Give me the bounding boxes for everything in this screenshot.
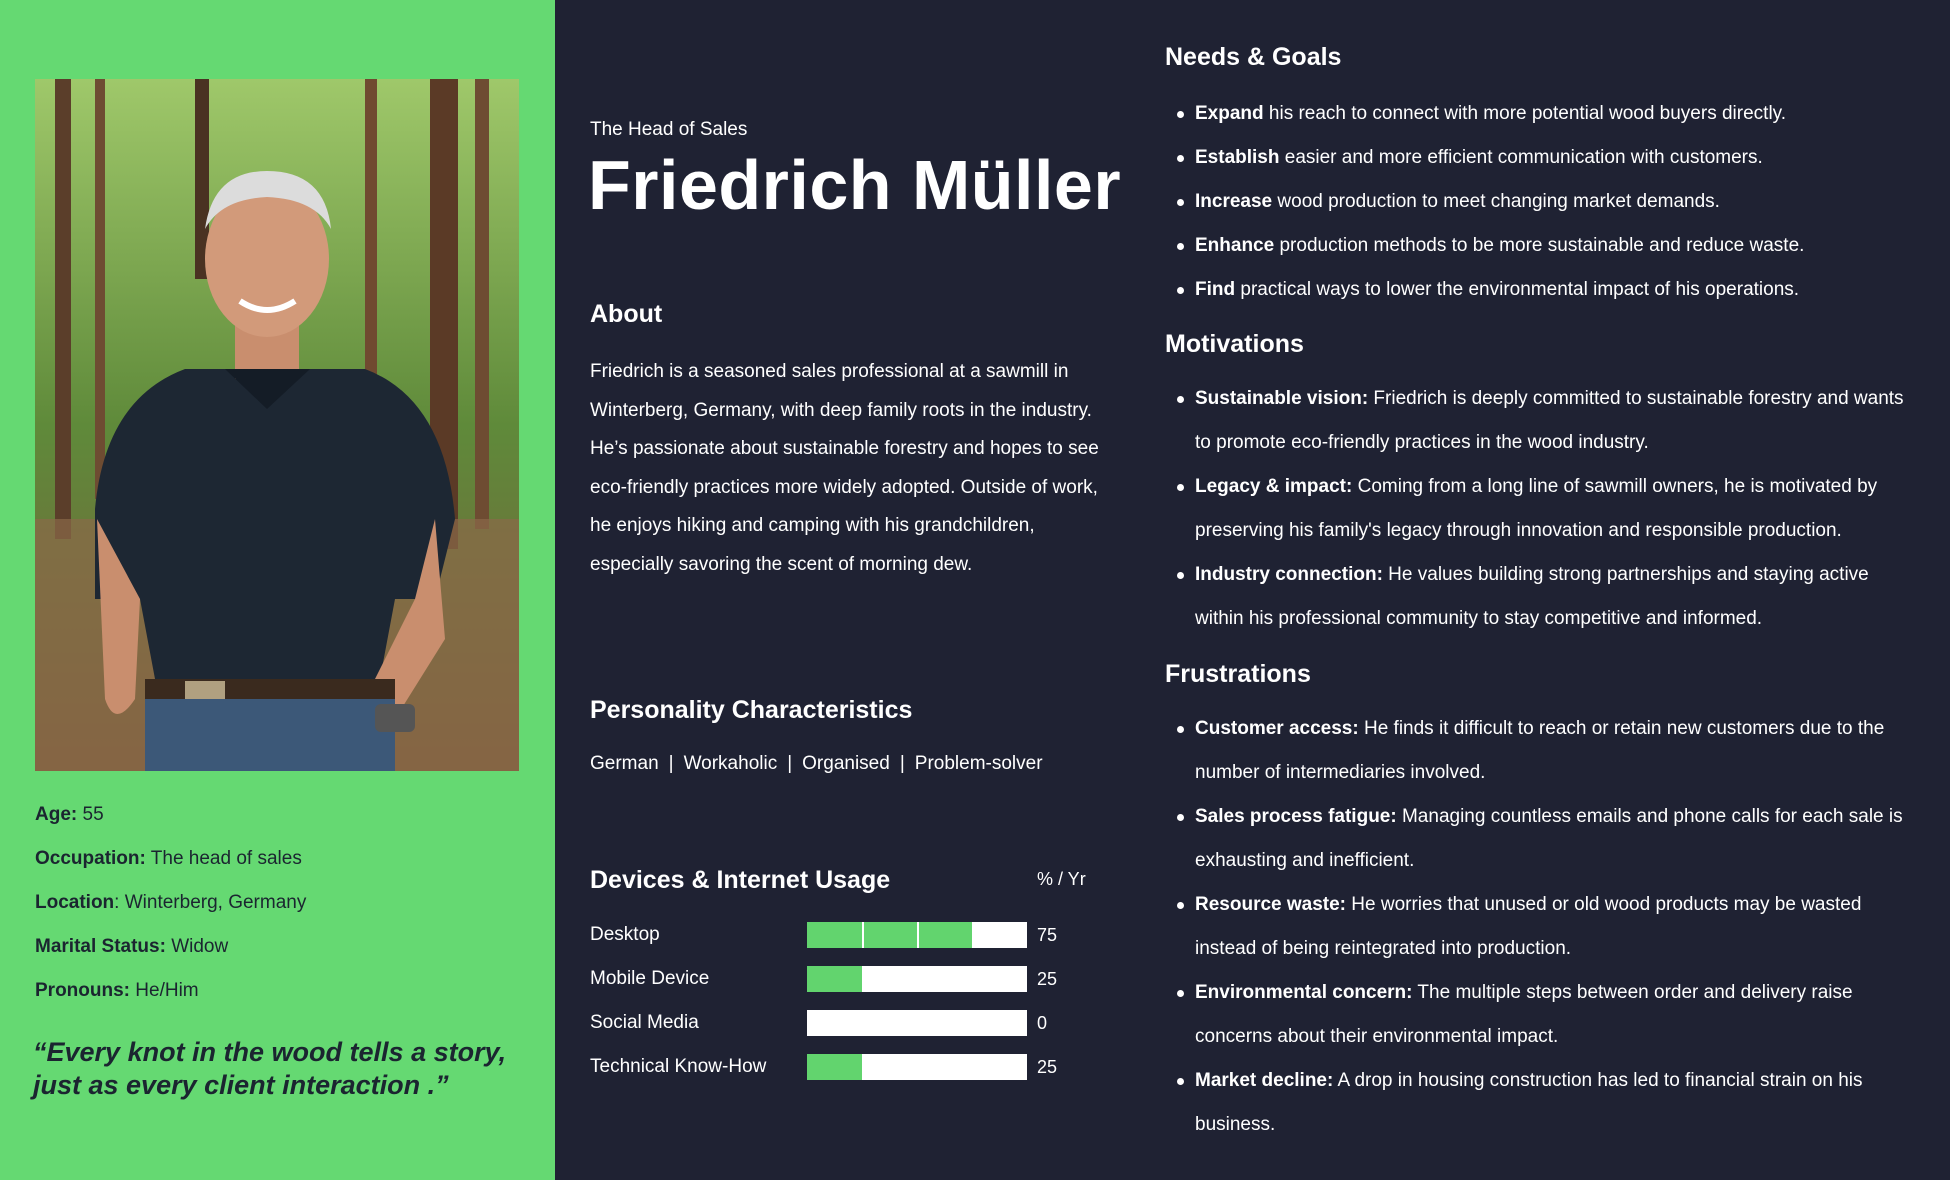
list-item <box>1175 1059 1915 1147</box>
persona-role: The Head of Sales <box>590 119 748 140</box>
usage-bar <box>807 1054 1027 1080</box>
fact-age <box>35 803 525 827</box>
fact-location <box>35 891 525 915</box>
device-row-mobile <box>590 966 1110 992</box>
devices-unit: % / Yr <box>1037 869 1086 889</box>
usage-bar-tick <box>862 922 864 948</box>
motivations-list <box>1175 377 1915 641</box>
list-item-text: He worries that unused or old wood products may be wasted instead of being reintegrated into production. <box>1195 894 1862 959</box>
fact-value: : Winterberg, Germany <box>114 892 307 913</box>
list-item-text: He values building strong partnerships and staying active within his professional community to stay competitive and informed. <box>1195 564 1869 629</box>
personality-heading: Personality Characteristics <box>590 696 913 724</box>
device-row-social <box>590 1010 1110 1036</box>
list-item <box>1175 795 1915 883</box>
device-row-desktop <box>590 922 1110 948</box>
list-item <box>1175 224 1915 268</box>
list-item-keyword: Market decline: <box>1195 1070 1334 1091</box>
persona-quote <box>33 1036 543 1102</box>
fact-marital-status <box>35 935 525 959</box>
fact-value: 55 <box>82 804 104 825</box>
list-item-text: wood production to meet changing market demands. <box>1272 191 1720 212</box>
usage-bar <box>807 1010 1027 1036</box>
fact-label: Location <box>35 892 115 913</box>
portrait-illustration <box>35 79 519 771</box>
quote-line: “Every knot in the wood tells a story, <box>33 1037 507 1067</box>
trait-separator: | <box>668 753 674 774</box>
list-item-text: practical ways to lower the environmental impact of his operations. <box>1235 279 1800 300</box>
usage-value: 25 <box>1037 1057 1058 1077</box>
fact-value: Widow <box>171 936 229 957</box>
fact-label: Marital Status: <box>35 936 166 957</box>
list-item-keyword: Sustainable vision: <box>1195 388 1369 409</box>
fact-value: The head of sales <box>150 848 302 869</box>
fact-value: He/Him <box>135 980 199 1001</box>
list-item-keyword: Expand <box>1195 103 1264 124</box>
fact-label: Occupation: <box>35 848 146 869</box>
list-item-keyword: Find <box>1195 279 1236 300</box>
list-item <box>1175 268 1915 312</box>
list-item <box>1175 707 1915 795</box>
motivations-heading: Motivations <box>1165 330 1304 358</box>
list-item-text: production methods to be more sustainable and reduce waste. <box>1274 235 1805 256</box>
device-row-technical <box>590 1054 1110 1080</box>
list-item <box>1175 180 1915 224</box>
list-item <box>1175 92 1915 136</box>
list-item-keyword: Enhance <box>1195 235 1275 256</box>
about-text: Friedrich is a seasoned sales professional at a sawmill in Winterberg, Germany, with deep family roots in the industry. He’s passionate about sustainable forestry and hopes to see eco-friendly practices more widely adopted. Outside of work, he enjoys hiking and camping with his grandchildren, especially savoring the scent of morning dew. <box>590 361 1099 575</box>
list-item <box>1175 553 1915 641</box>
persona-name: Friedrich Müller <box>588 146 1122 224</box>
list-item-text: A drop in housing construction has led to financial strain on his business. <box>1195 1070 1863 1135</box>
list-item-keyword: Establish <box>1195 147 1280 168</box>
list-item-text: easier and more efficient communication with customers. <box>1279 147 1763 168</box>
list-item-keyword: Sales process fatigue: <box>1195 806 1397 827</box>
needs-list <box>1175 92 1915 312</box>
frustrations-heading: Frustrations <box>1165 660 1311 688</box>
needs-heading: Needs & Goals <box>1165 43 1342 71</box>
usage-bar-fill <box>807 1054 862 1080</box>
list-item <box>1175 377 1915 465</box>
profile-photo <box>35 79 519 771</box>
profile-facts <box>35 803 525 1023</box>
device-label: Mobile Device <box>590 968 710 989</box>
device-label: Technical Know-How <box>590 1056 767 1077</box>
list-item-text: Friedrich is deeply committed to sustainable forestry and wants to promote eco-friendly practices in the wood industry. <box>1195 388 1904 453</box>
list-item-keyword: Legacy & impact: <box>1195 476 1353 497</box>
list-item-keyword: Industry connection: <box>1195 564 1383 585</box>
list-item-keyword: Increase <box>1195 191 1273 212</box>
fact-occupation <box>35 847 525 871</box>
list-item <box>1175 465 1915 553</box>
usage-bar-fill <box>807 966 862 992</box>
trait: Workaholic <box>683 753 778 774</box>
trait: German <box>590 753 659 774</box>
list-item-text: his reach to connect with more potential wood buyers directly. <box>1263 103 1787 124</box>
list-item-text: Coming from a long line of sawmill owners, he is motivated by preserving his family's legacy through innovation and responsible production. <box>1195 476 1878 541</box>
device-label: Social Media <box>590 1012 699 1033</box>
usage-bar-tick <box>917 922 919 948</box>
quote-line: just as every client interaction .” <box>33 1070 449 1100</box>
frustrations-list <box>1175 707 1915 1147</box>
trait: Problem-solver <box>914 753 1043 774</box>
list-item-keyword: Environmental concern: <box>1195 982 1413 1003</box>
fact-pronouns <box>35 979 525 1003</box>
usage-bar <box>807 922 1027 948</box>
profile-panel <box>0 0 555 1180</box>
usage-value: 0 <box>1037 1013 1048 1033</box>
usage-value: 75 <box>1037 925 1058 945</box>
list-item-text: The multiple steps between order and delivery raise concerns about their environmental impact. <box>1195 982 1853 1047</box>
devices-heading: Devices & Internet Usage <box>590 866 891 894</box>
trait-separator: | <box>899 753 905 774</box>
device-label: Desktop <box>590 924 660 945</box>
about-heading: About <box>590 300 663 328</box>
personality-traits <box>590 753 1043 775</box>
list-item-keyword: Resource waste: <box>1195 894 1347 915</box>
list-item <box>1175 883 1915 971</box>
trait-separator: | <box>787 753 793 774</box>
list-item-text: He finds it difficult to reach or retain new customers due to the number of intermediaries involved. <box>1195 718 1885 783</box>
usage-value: 25 <box>1037 969 1058 989</box>
list-item <box>1175 971 1915 1059</box>
usage-bar-fill <box>807 922 972 948</box>
list-item-text: Managing countless emails and phone calls for each sale is exhausting and inefficient. <box>1195 806 1903 871</box>
fact-label: Age: <box>35 804 78 825</box>
trait: Organised <box>802 753 890 774</box>
list-item <box>1175 136 1915 180</box>
usage-bar <box>807 966 1027 992</box>
fact-label: Pronouns: <box>35 980 130 1001</box>
list-item-keyword: Customer access: <box>1195 718 1359 739</box>
